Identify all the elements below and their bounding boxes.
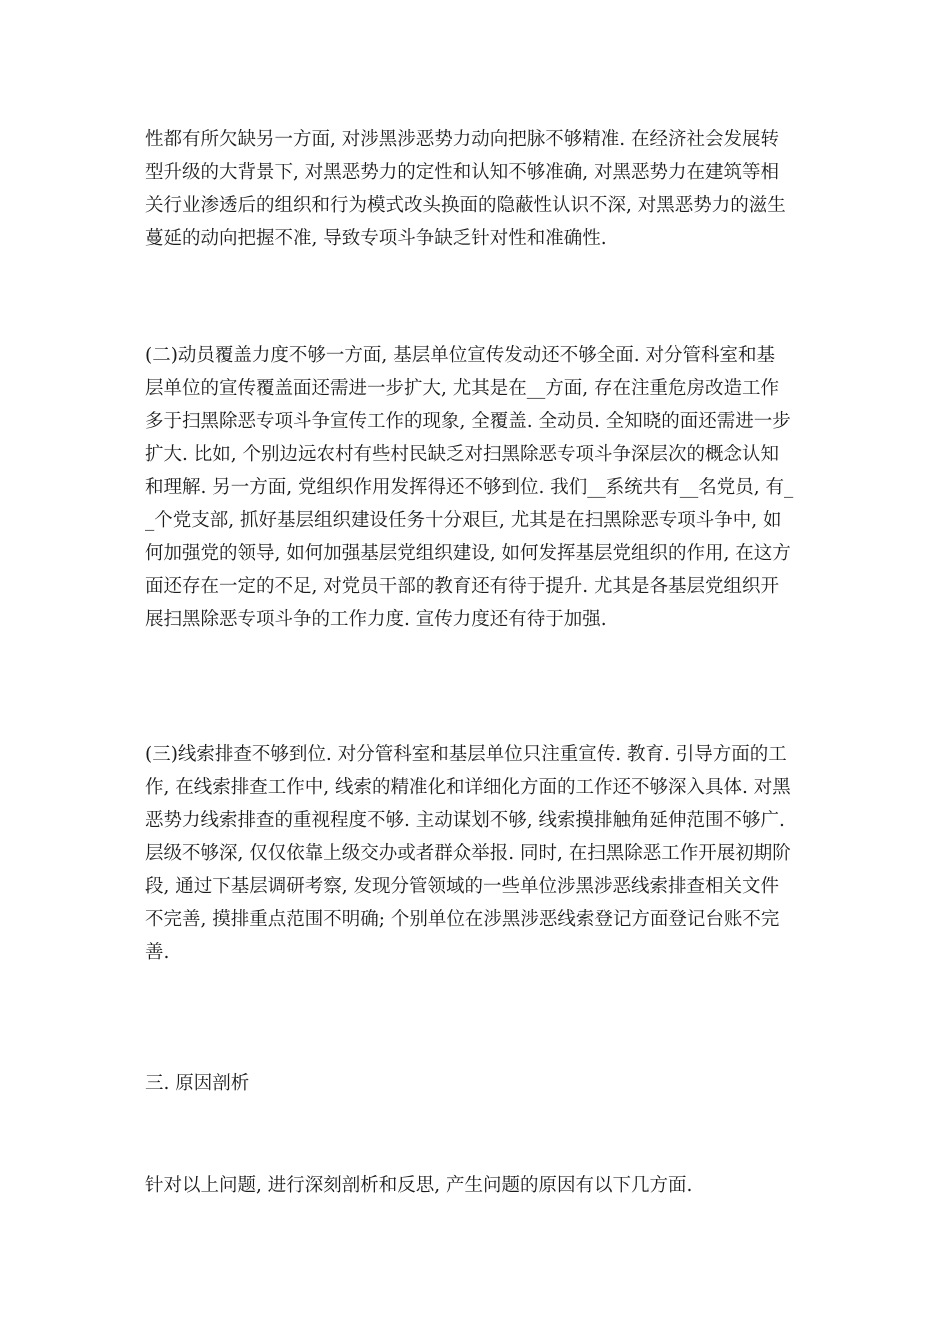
text-line: 何加强党的领导, 如何加强基层党组织建设, 如何发挥基层党组织的作用, 在这方 <box>145 543 791 564</box>
text-line: 面还存在一定的不足, 对党员干部的教育还有待于提升. 尤其是各基层党组织开 <box>145 576 780 597</box>
text-line: 恶势力线索排查的重视程度不够. 主动谋划不够, 线索摸排触角延伸范围不够广. <box>145 810 785 831</box>
text-line: 层级不够深, 仅仅依靠上级交办或者群众举报. 同时, 在扫黑除恶工作开展初期阶 <box>145 843 791 864</box>
paragraph-section-2 <box>145 339 815 636</box>
paragraph-section-3 <box>145 738 815 969</box>
paragraph-intro-continuation <box>145 123 815 255</box>
text-line: 展扫黑除恶专项斗争的工作力度. 宣传力度还有待于加强. <box>145 609 607 630</box>
heading-text: 三. 原因剖析 <box>145 1073 250 1094</box>
text-line: 作, 在线索排查工作中, 线索的精准化和详细化方面的工作还不够深入具体. 对黑 <box>145 777 791 798</box>
text-line: 扩大. 比如, 个别边远农村有些村民缺乏对扫黑除恶专项斗争深层次的概念认知 <box>145 444 780 465</box>
text-line: 性都有所欠缺另一方面, 对涉黑涉恶势力动向把脉不够精准. 在经济社会发展转 <box>145 129 780 150</box>
text-line: 多于扫黑除恶专项斗争宣传工作的现象, 全覆盖. 全动员. 全知晓的面还需进一步 <box>145 411 791 432</box>
text-line: 蔓延的动向把握不准, 导致专项斗争缺乏针对性和准确性. <box>145 228 607 249</box>
text-line: 段, 通过下基层调研考察, 发现分管领域的一些单位涉黑涉恶线索排查相关文件 <box>145 876 780 897</box>
text-line: _个党支部, 抓好基层组织建设任务十分艰巨, 尤其是在扫黑除恶专项斗争中, 如 <box>145 510 782 531</box>
text-line: 层单位的宣传覆盖面还需进一步扩大, 尤其是在__方面, 存在注重危房改造工作 <box>145 378 780 399</box>
text-line: (三)线索排查不够到位. 对分管科室和基层单位只注重宣传. 教育. 引导方面的工 <box>145 744 787 765</box>
text-line: 型升级的大背景下, 对黑恶势力的定性和认知不够准确, 对黑恶势力在建筑等相 <box>145 162 780 183</box>
paragraph-cause-intro <box>145 1169 815 1202</box>
text-line: 关行业渗透后的组织和行为模式改头换面的隐蔽性认识不深, 对黑恶势力的滋生 <box>145 195 786 216</box>
section-heading-cause-analysis <box>145 1067 815 1100</box>
text-line: (二)动员覆盖力度不够一方面, 基层单位宣传发动还不够全面. 对分管科室和基 <box>145 345 775 366</box>
text-line: 和理解. 另一方面, 党组织作用发挥得还不够到位. 我们__系统共有__名党员, 有_ <box>145 477 794 498</box>
text-line: 善. <box>145 942 170 963</box>
text-line: 不完善, 摸排重点范围不明确; 个别单位在涉黑涉恶线索登记方面登记台账不完 <box>145 909 780 930</box>
text-line: 针对以上问题, 进行深刻剖析和反思, 产生问题的原因有以下几方面. <box>145 1175 693 1196</box>
